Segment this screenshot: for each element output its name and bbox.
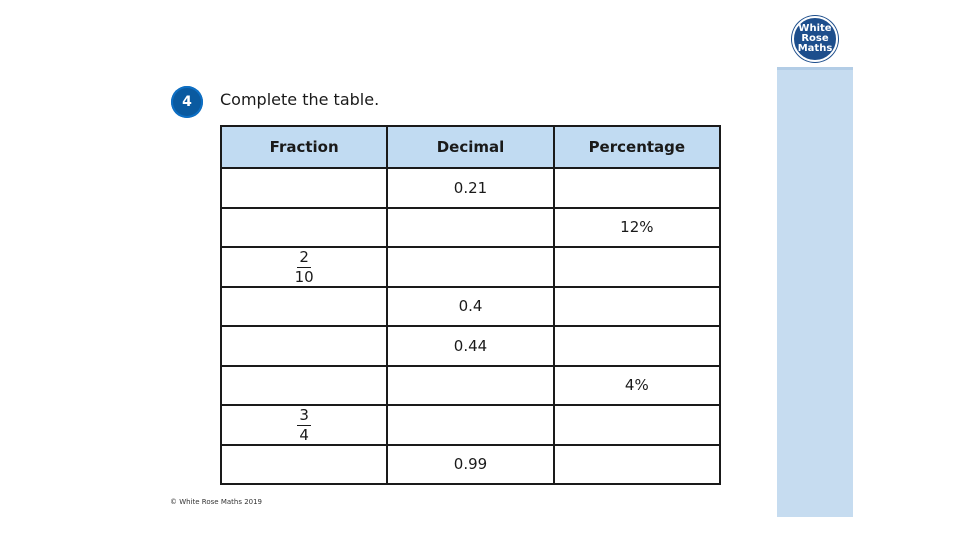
percentage-cell[interactable] xyxy=(554,287,720,327)
fraction-cell[interactable] xyxy=(221,326,387,366)
table-row xyxy=(221,326,720,366)
header-decimal: Decimal xyxy=(387,126,553,168)
percentage-cell[interactable]: 4% xyxy=(554,366,720,406)
decimal-cell[interactable] xyxy=(387,366,553,406)
decimal-cell[interactable] xyxy=(387,247,553,287)
header-fraction: Fraction xyxy=(221,126,387,168)
decimal-cell[interactable]: 0.99 xyxy=(387,445,553,485)
decimal-cell[interactable]: 0.44 xyxy=(387,326,553,366)
fraction xyxy=(297,408,311,443)
table-row xyxy=(221,247,720,287)
copyright-text: © White Rose Maths 2019 xyxy=(170,498,263,506)
side-panel xyxy=(777,0,853,517)
fraction-cell[interactable] xyxy=(221,366,387,406)
percentage-cell[interactable] xyxy=(554,445,720,485)
table-row xyxy=(221,445,720,485)
fraction-cell[interactable] xyxy=(221,168,387,208)
percentage-cell[interactable] xyxy=(554,168,720,208)
question-prompt: Complete the table. xyxy=(220,90,380,109)
header-percentage: Percentage xyxy=(554,126,720,168)
decimal-cell[interactable]: 0.4 xyxy=(387,287,553,327)
table-header-row xyxy=(221,126,720,168)
decimal-cell[interactable] xyxy=(387,405,553,445)
fraction-numerator: 2 xyxy=(299,248,309,267)
fraction-numerator: 3 xyxy=(299,406,309,425)
percentage-cell[interactable] xyxy=(554,405,720,445)
table-row xyxy=(221,168,720,208)
percentage-cell[interactable] xyxy=(554,247,720,287)
question-number-badge: 4 xyxy=(171,86,203,118)
conversion-table xyxy=(220,125,721,485)
decimal-cell[interactable]: 0.21 xyxy=(387,168,553,208)
logo-text: White Rose Maths xyxy=(797,23,833,54)
percentage-cell[interactable] xyxy=(554,326,720,366)
table-row xyxy=(221,366,720,406)
table-row xyxy=(221,405,720,445)
fraction-denominator: 4 xyxy=(299,426,309,445)
fraction-cell[interactable] xyxy=(221,445,387,485)
table-body xyxy=(221,168,720,484)
table-row xyxy=(221,287,720,327)
fraction-cell[interactable] xyxy=(221,287,387,327)
fraction-cell[interactable] xyxy=(221,405,387,445)
percentage-cell[interactable]: 12% xyxy=(554,208,720,248)
decimal-cell[interactable] xyxy=(387,208,553,248)
white-rose-maths-logo xyxy=(792,16,838,62)
fraction xyxy=(295,250,314,285)
table-row xyxy=(221,208,720,248)
fraction-cell[interactable] xyxy=(221,208,387,248)
fraction-denominator: 10 xyxy=(294,268,314,287)
fraction-cell[interactable] xyxy=(221,247,387,287)
